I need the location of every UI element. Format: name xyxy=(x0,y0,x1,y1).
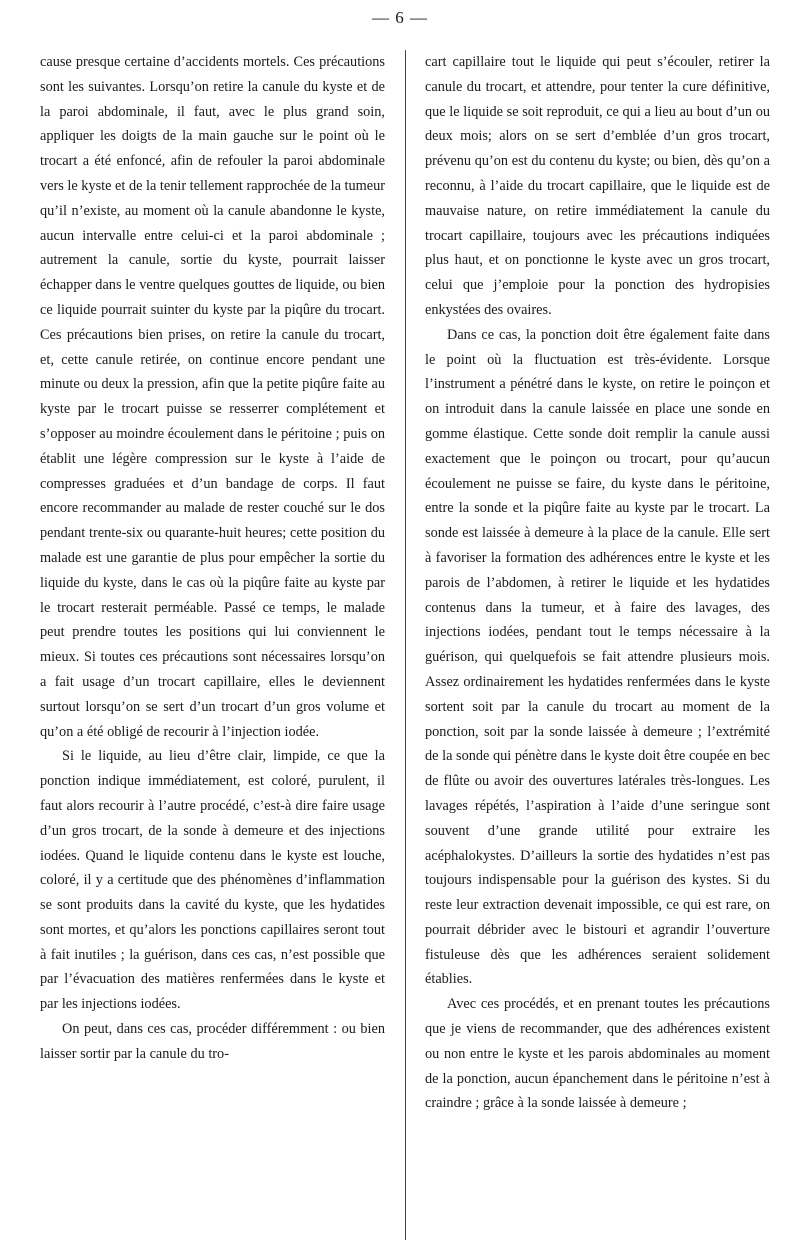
page-number: — 6 — xyxy=(372,8,428,27)
paragraph: Dans ce cas, la ponction doit être également faite dans le point où la fluctuation est très-évidente. Lorsque l’instrument a pénétré dans le kyste, on retire le poinçon et on introduit dans la canule laissée en place une sonde en gomme élastique. Cette sonde doit remplir la canule aussi exactement que le poinçon ou trocart, pour qu’aucun écoulement ne puisse se faire, du kyste dans le péritoine, entre la sonde et la piqûre faite au kyste par le trocart. La sonde est laissée à demeure à la place de la canule. Elle sert à favoriser la formation des adhérences entre le kyste et les parois de l’abdomen, à retirer le liquide et les hydatides contenus dans la tumeur, et à faire des lavages, des injections iodées, pendant tout le temps nécessaire à la guérison, qui quelquefois se fait attendre plusieurs mois. Assez ordinairement les hydatides renfermées dans le kyste sortent soit par la canule du trocart au moment de la ponction, soit par la sonde laissée à demeure ; l’extrémité de la sonde qui pénètre dans le kyste doit être coupée en bec de flûte ou avoir des ouvertures latérales très-longues. Les lavages répétés, l’aspiration à l’aide d’une seringue sont souvent d’une grande utilité pour extraire les acéphalokystes. D’ailleurs la sortie des hydatides n’est pas toujours indispensable pour la guérison des kystes. Si du reste leur extraction devenait impossible, ce qui est rare, on pourrait débrider avec le bistouri et agrandir l’ouverture fistuleuse dès que les adhérences seraient solidement établies. xyxy=(425,326,770,988)
text-body xyxy=(40,50,770,1245)
right-column xyxy=(425,50,770,1245)
left-column xyxy=(40,50,385,1245)
paragraph: On peut, dans ces cas, procéder différemment : ou bien laisser sortir par la canule du tro- xyxy=(40,1021,385,1062)
paragraph: cart capillaire tout le liquide qui peut s’écouler, retirer la canule du trocart, et attendre, pour tenter la cure définitive, que le liquide se soit reproduit, ce qui a lieu au bout d’un ou deux mois; alors on se sert d’emblée d’un gros trocart, prévenu qu’on est du contenu du kyste; ou bien, dès qu’on a reconnu, à l’aide du trocart capillaire, que le liquide est de mauvaise nature, on retire immédiatement la canule du trocart capillaire, toujours avec les précautions indiquées plus haut, et on ponctionne le kyste avec un gros trocart, celui que j’emploie pour la ponction des hydropisies enkystées des ovaires. xyxy=(425,54,770,318)
paragraph: Avec ces procédés, et en prenant toutes les précautions que je viens de recommander, que des adhérences existent ou non entre le kyste et les parois abdominales au moment de la ponction, aucun épanchement dans le péritoine n’est à craindre ; grâce à la sonde laissée à demeure ; xyxy=(425,996,770,1112)
paragraph: Si le liquide, au lieu d’être clair, limpide, ce que la ponction indique immédiatement, est coloré, purulent, il faut alors recourir à l’autre procédé, c’est-à dire faire usage d’un gros trocart, de la sonde à demeure et des injections iodées. Quand le liquide contenu dans le kyste est louche, coloré, il y a certitude que des phénomènes d’inflammation se sont produits dans la cavité du kyste, que les hydatides sont mortes, et qu’alors les ponctions capillaires seront tout à fait inutiles ; la guérison, dans ces cas, n’est possible que par l’évacuation des matières renfermées dans le kyste et par les injections iodées. xyxy=(40,748,385,1013)
paragraph: cause presque certaine d’accidents mortels. Ces précautions sont les suivantes. Lorsqu’on retire la canule du kyste et de la paroi abdominale, il faut, avec le plus grand soin, appliquer les doigts de la main gauche sur le point où le trocart a été enfoncé, afin de refouler la paroi abdominale vers le kyste et de la tenir tellement rapprochée de la tumeur qu’il n’existe, au moment où la canule abandonne le kyste, aucun intervalle entre celui-ci et la paroi abdominale ; autrement la canule, sortie du kyste, pourrait laisser échapper dans le ventre quelques gouttes de liquide, ou bien ce liquide pourrait suinter du kyste par la piqûre du trocart. Ces précautions bien prises, on retire la canule du trocart, et, cette canule retirée, on continue encore pendant une minute ou deux la pression, afin que la petite piqûre faite au kyste par le trocart puisse se resserrer complétement et s’opposer au moindre écoulement dans le péritoine ; puis on établit une légère compression sur le kyste à l’aide de compresses graduées et d’un bandage de corps. Il faut encore recommander au malade de rester couché sur le dos pendant trente-six ou quarante-huit heures; cette position du malade est une garantie de plus pour empêcher la sortie du liquide du kyste, dans le cas où la piqûre faite au kyste par le trocart resterait perméable. Passé ce temps, le malade peut prendre toutes les positions qui lui conviennent le mieux. Si toutes ces précautions sont nécessaires lorsqu’on a fait usage d’un trocart capillaire, elles le deviennent surtout lorsqu’on se sert d’un trocart d’un gros volume et qu’on a été obligé de recourir à l’injection iodée. xyxy=(40,54,385,740)
